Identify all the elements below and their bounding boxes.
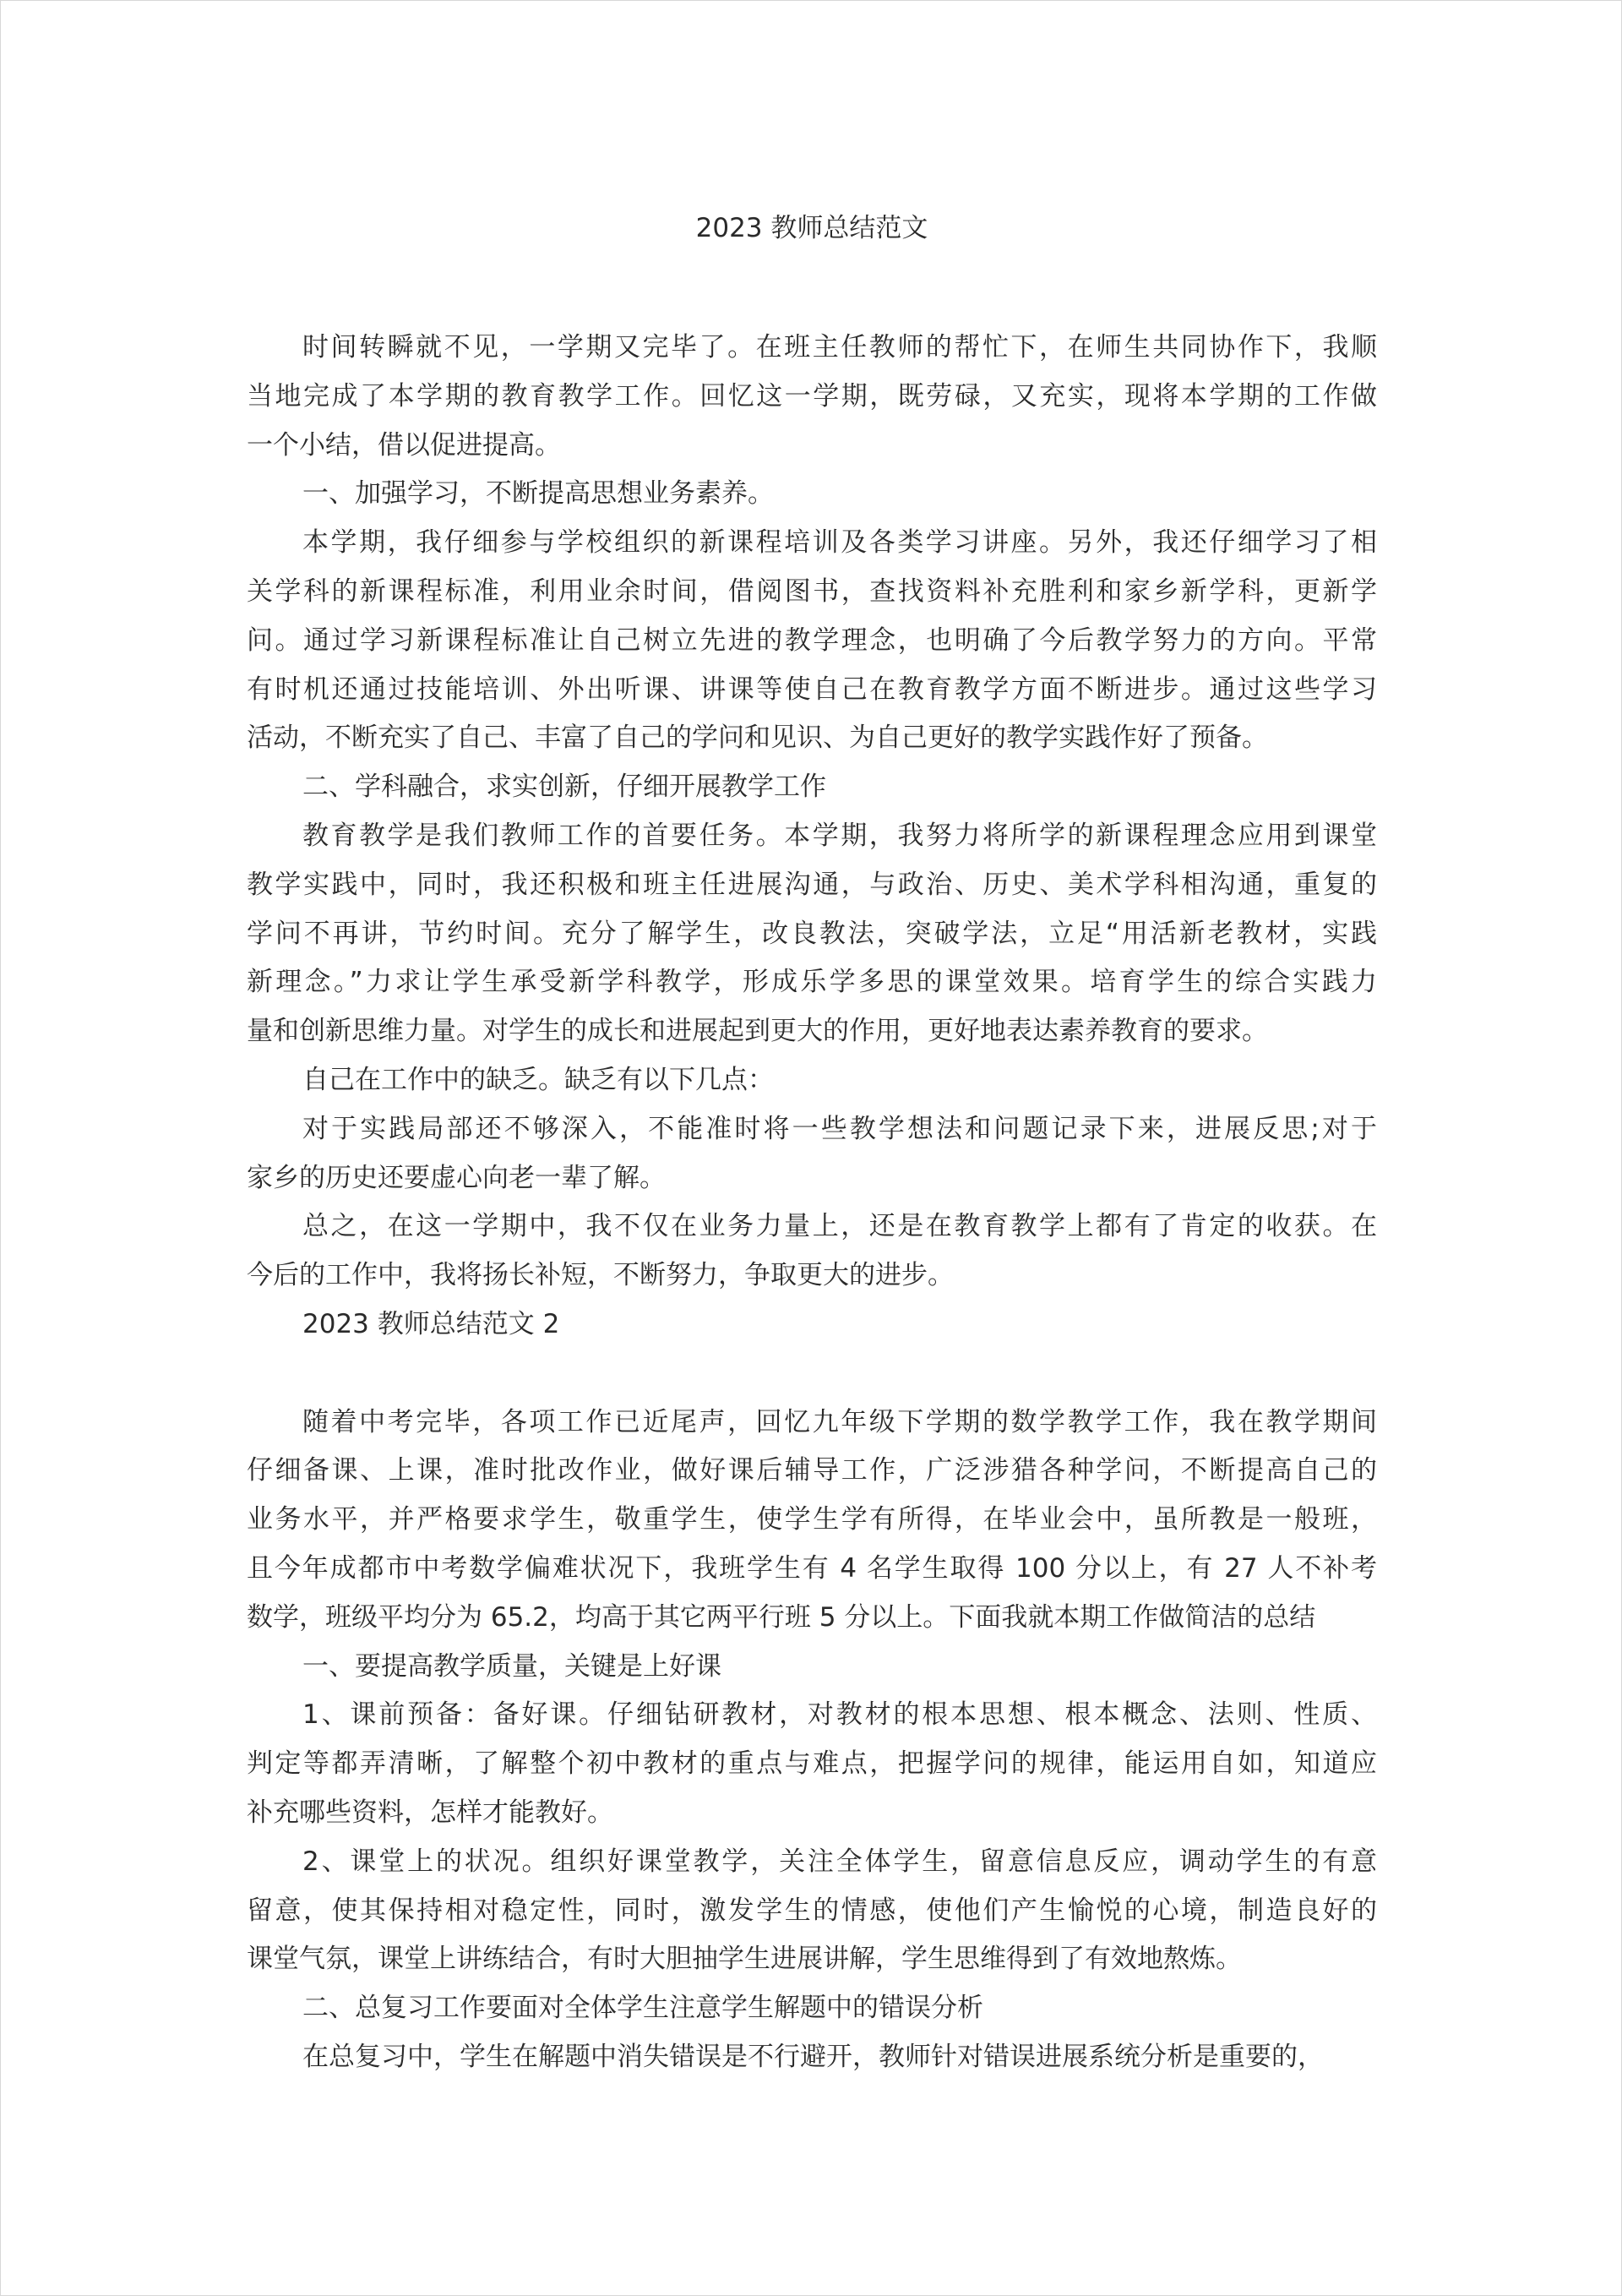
text-line: 数学，班级平均分为 65.2，均高于其它两平行班 5 分以上。下面我就本期工作做简洁的总结 bbox=[247, 1601, 1316, 1633]
section-heading bbox=[247, 1301, 1377, 1350]
document-title: 2023 教师总结范文 bbox=[695, 213, 928, 243]
text-line: 一、加强学习，不断提高思想业务素养。 bbox=[302, 478, 774, 510]
paragraph bbox=[247, 1399, 1377, 1643]
text-line: 2、课堂上的状况。组织好课堂教学，关注全体学生，留意信息反应，调动学生的有意 bbox=[302, 1846, 1377, 1877]
text-line: 关学科的新课程标准，利用业余时间，借阅图书，查找资料补充胜利和家乡新学科，更新学 bbox=[247, 575, 1377, 607]
text-line: 本学期，我仔细参与学校组织的新课程培训及各类学习讲座。另外，我还仔细学习了相 bbox=[302, 527, 1377, 559]
paragraph bbox=[247, 1105, 1377, 1203]
text-line: 补充哪些资料，怎样才能教好。 bbox=[247, 1797, 613, 1828]
text-line: 一、要提高教学质量，关键是上好课 bbox=[302, 1650, 721, 1682]
text-line: 业务水平，并严格要求学生，敬重学生，使学生学有所得，在毕业会中，虽所教是一般班， bbox=[247, 1504, 1377, 1535]
text-line: 学问不再讲，节约时间。充分了解学生，改良教法，突破学法，立足“用活新老教材，实践 bbox=[247, 918, 1377, 949]
paragraph bbox=[247, 1203, 1377, 1301]
text-line: 问。通过学习新课程标准让自己树立先进的教学理念，也明确了今后教学努力的方向。平常 bbox=[247, 624, 1377, 656]
paragraph bbox=[247, 763, 1377, 812]
paragraph bbox=[247, 1984, 1377, 2033]
text-line: 判定等都弄清晰，了解整个初中教材的重点与难点，把握学问的规律，能运用自如，知道应 bbox=[247, 1748, 1377, 1780]
text-line: 有时机还通过技能培训、外出听课、讲课等使自己在教育教学方面不断进步。通过这些学习 bbox=[247, 674, 1377, 705]
text-line: 一个小结，借以促进提高。 bbox=[247, 429, 561, 461]
paragraph bbox=[247, 2033, 1377, 2082]
text-line: 2023 教师总结范文 2 bbox=[302, 1308, 560, 1339]
paragraph bbox=[247, 519, 1377, 763]
text-line: 且今年成都市中考数学偏难状况下，我班学生有 4 名学生取得 100 分以上，有 27 人不补考 bbox=[247, 1552, 1377, 1584]
text-line: 随着中考完毕，各项工作已近尾声，回忆九年级下学期的数学教学工作，我在教学期间 bbox=[302, 1406, 1377, 1437]
paragraph bbox=[247, 470, 1377, 519]
text-line: 留意，使其保持相对稳定性，同时，激发学生的情感，使他们产生愉悦的心境，制造良好的 bbox=[247, 1895, 1377, 1926]
text-line: 课堂气氛，课堂上讲练结合，有时大胆抽学生进展讲解，学生思维得到了有效地熬炼。 bbox=[247, 1944, 1242, 1975]
paragraph bbox=[247, 1691, 1377, 1837]
text-line: 自己在工作中的缺乏。缺乏有以下几点： bbox=[302, 1064, 774, 1095]
text-line: 在总复习中，学生在解题中消失错误是不行避开，教师针对错误进展系统分析是重要的， bbox=[302, 2041, 1324, 2072]
text-line: 教学实践中，同时，我还积极和班主任进展沟通，与政治、历史、美术学科相沟通，重复的 bbox=[247, 869, 1377, 900]
text-line: 二、总复习工作要面对全体学生注意学生解题中的错误分析 bbox=[302, 1993, 983, 2024]
document-body bbox=[247, 324, 1377, 2082]
paragraph bbox=[247, 1643, 1377, 1692]
paragraph bbox=[247, 812, 1377, 1056]
text-line: 家乡的历史还要虚心向老一辈了解。 bbox=[247, 1162, 666, 1193]
paragraph bbox=[247, 1838, 1377, 1984]
paragraph bbox=[247, 324, 1377, 470]
text-line: 对于实践局部还不够深入，不能准时将一些教学想法和问题记录下来，进展反思;对于 bbox=[302, 1113, 1377, 1144]
text-line: 总之，在这一学期中，我不仅在业务力量上，还是在教育教学上都有了肯定的收获。在 bbox=[302, 1211, 1377, 1242]
text-line: 当地完成了本学期的教育教学工作。回忆这一学期，既劳碌，又充实，现将本学期的工作做 bbox=[247, 380, 1377, 412]
text-line: 今后的工作中，我将扬长补短，不断努力，争取更大的进步。 bbox=[247, 1260, 954, 1291]
text-line: 仔细备课、上课，准时批改作业，做好课后辅导工作，广泛涉猎各种学问，不断提高自己的 bbox=[247, 1455, 1377, 1486]
text-line: 活动，不断充实了自己、丰富了自己的学问和见识、为自己更好的教学实践作好了预备。 bbox=[247, 723, 1268, 754]
text-line: 1、课前预备：备好课。仔细钻研教材，对教材的根本思想、根本概念、法则、性质、 bbox=[302, 1699, 1377, 1731]
text-line: 新理念。”力求让学生承受新学科教学，形成乐学多思的课堂效果。培育学生的综合实践力 bbox=[247, 967, 1377, 998]
paragraph bbox=[247, 1056, 1377, 1105]
text-line: 二、学科融合，求实创新，仔细开展教学工作 bbox=[302, 772, 826, 803]
text-line: 时间转瞬就不见，一学期又完毕了。在班主任教师的帮忙下，在师生共同协作下，我顺 bbox=[302, 332, 1377, 363]
text-line: 量和创新思维力量。对学生的成长和进展起到更大的作用，更好地表达素养教育的要求。 bbox=[247, 1016, 1268, 1047]
text-line: 教育教学是我们教师工作的首要任务。本学期，我努力将所学的新课程理念应用到课堂 bbox=[302, 820, 1377, 851]
